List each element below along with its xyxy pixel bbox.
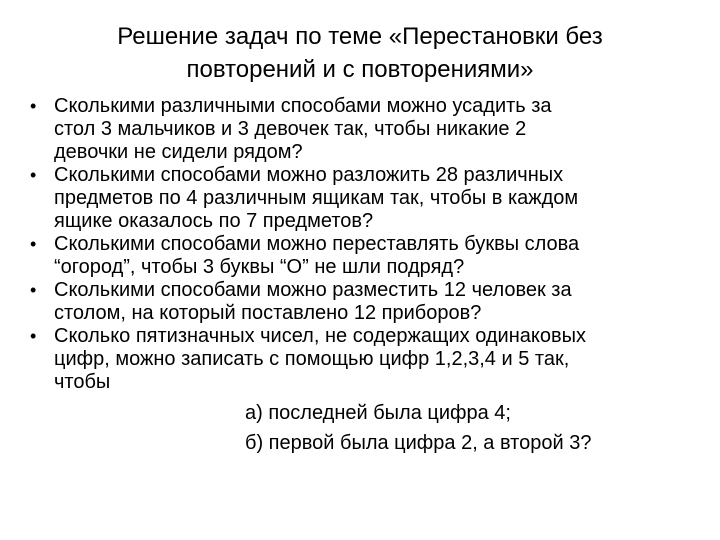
task-text-line: Сколькими способами можно разместить 12 человек за — [54, 279, 572, 301]
slide-title — [40, 20, 680, 86]
bullet-icon: • — [30, 165, 37, 185]
task-text-line: предметов по 4 различным ящикам так, чтобы в каждом — [54, 187, 579, 209]
bullet-icon: • — [30, 280, 37, 300]
task-text-line: чтобы — [54, 371, 111, 393]
task-text-line: “огород”, чтобы 3 буквы “О” не шли подряд? — [54, 256, 465, 278]
task-item — [30, 279, 705, 325]
slide-title-line: повторений и с повторениями» — [186, 56, 534, 83]
task-text-line: Сколькими способами можно разложить 28 различных — [54, 164, 564, 186]
task-condition-b: б) первой была цифра 2, а второй 3? — [245, 432, 592, 454]
task-text-line: Сколько пятизначных чисел, не содержащих одинаковых — [54, 325, 586, 347]
task-item — [30, 325, 705, 455]
bullet-icon: • — [30, 96, 37, 116]
task-text-line: ящике оказалось по 7 предметов? — [54, 210, 374, 232]
bullet-icon: • — [30, 234, 37, 254]
task-condition-a: а) последней была цифра 4; — [245, 402, 511, 424]
task-item — [30, 164, 705, 233]
task-text-line: Сколькими способами можно переставлять буквы слова — [54, 233, 580, 255]
task-list — [30, 95, 705, 455]
task-text-line: девочки не сидели рядом? — [54, 141, 303, 163]
task-text-line: стол 3 мальчиков и 3 девочек так, чтобы никакие 2 — [54, 118, 527, 140]
task-item — [30, 95, 705, 164]
bullet-icon: • — [30, 326, 37, 346]
slide-title-line: Решение задач по теме «Перестановки без — [117, 23, 603, 50]
task-text-line: цифр, можно записать с помощью цифр 1,2,3,4 и 5 так, — [54, 348, 570, 370]
task-text-line: столом, на который поставлено 12 приборов? — [54, 302, 482, 324]
task-item — [30, 233, 705, 279]
task-text-line: Сколькими различными способами можно усадить за — [54, 95, 552, 117]
